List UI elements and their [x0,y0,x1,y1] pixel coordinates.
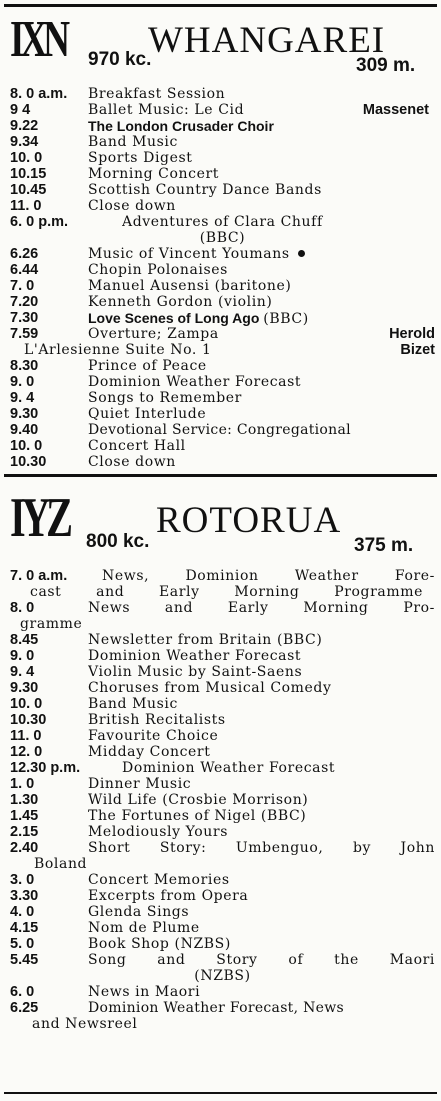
listing-row [10,326,435,342]
listing-row [10,102,435,118]
listing-programme: Songs to Remember [88,390,242,406]
listing-row [10,696,435,712]
listing-row [10,294,435,310]
listing-time: 9.30 [10,680,39,696]
listing-time: 3. 0 [10,872,35,888]
listing-time: 10.30 [10,454,47,470]
listing-row [10,568,435,584]
listing-programme: Sports Digest [88,150,193,166]
listing-programme: Morning Concert [88,166,219,182]
listing-time: 11. 0 [10,198,42,214]
listing-time: 7. 0 a.m. [10,568,68,584]
listing-row [10,1000,435,1016]
listing-row [10,904,435,920]
listing-continuation-text: cast and Early Morning Programme [30,584,423,600]
listing-row [10,438,435,454]
listing-row [10,390,435,406]
listing-row [10,936,435,952]
listing-programme: Dominion Weather Forecast, News [88,1000,345,1016]
listing-time: 6. 0 p.m. [10,214,69,230]
listing-row [10,952,435,968]
listing-row [10,728,435,744]
listing-row [10,632,435,648]
listing-programme: Excerpts from Opera [88,888,249,904]
listing-time: 1.45 [10,808,39,824]
listing-row [10,776,435,792]
listing-programme: Short Story: Umbenguo, by John [88,840,435,856]
listing-programme: Melodiously Yours [88,824,228,840]
listing-row [10,182,435,198]
listing-time: 12. 0 [10,744,43,760]
listing-time: 4. 0 [10,904,35,920]
listing-programme: Close down [88,454,176,470]
listing-row [10,406,435,422]
listing-row [10,920,435,936]
listing-programme: Adventures of Clara Chuff [122,214,323,230]
listing-continuation [10,230,435,246]
listing-row [10,872,435,888]
listing-row [10,246,435,262]
listing-time: 9.40 [10,422,39,438]
listing-row [10,214,435,230]
listing-programme: Concert Memories [88,872,230,888]
listing-continuation-text: gramme [20,616,83,632]
listing-time: 2.15 [10,824,39,840]
listing-row [10,984,435,1000]
listing-programme-suffix: (BBC) [263,311,309,327]
listing-programme: Dinner Music [88,776,192,792]
listing-programme: British Recitalists [88,712,226,728]
listing-time-value: 12.30 [10,760,47,776]
listing-time: 9. 4 [10,664,35,680]
listing-programme: Favourite Choice [88,728,219,744]
listing-time: 5. 0 [10,936,35,952]
listing-time: 9. 0 [10,374,35,390]
listing-programme: Close down [88,198,176,214]
station-wavelength: 309 m. [356,55,416,76]
listing-row [10,808,435,824]
station-header-rotorua [10,487,433,566]
listing-time: 6.26 [10,246,39,262]
listing-programme: Band Music [88,696,178,712]
listing-programme: Dominion Weather Forecast [88,648,302,664]
top-rule [4,4,437,7]
listing-row [10,744,435,760]
listing-row [10,792,435,808]
listing-programme: Song and Story of the Maori [88,952,435,968]
station-header-whangarei [10,11,433,84]
listing-programme: News in Maori [88,984,201,1000]
listing-continuation-text: and Newsreel [32,1016,138,1032]
listing-time: 6.44 [10,262,39,278]
listing-continuation [10,342,435,358]
station-frequency: 800 kc. [86,531,150,552]
station-name: WHANGAREI [148,20,386,61]
station-call-sign: IYZ [10,487,69,549]
listing-programme: Choruses from Musical Comedy [88,680,332,696]
section-rule [4,474,437,477]
listing-continuation [10,968,435,984]
listing-programme: News, Dominion Weather Fore- [102,568,435,584]
listing-time: 9.34 [10,134,39,150]
listing-row [10,840,435,856]
listing-continuation [10,616,435,632]
listing-programme: Violin Music by Saint-Saens [88,664,303,680]
listing-time: 4.15 [10,920,39,936]
listing-programme: Quiet Interlude [88,406,207,422]
listing-row [10,118,435,134]
listing-time: 10.45 [10,182,47,198]
listing-row [10,86,435,102]
listing-row [10,262,435,278]
listing-row [10,150,435,166]
listing-continuation-text: L'Arlesienne Suite No. 1 [24,342,212,358]
listing-programme: Prince of Peace [88,358,207,374]
listing-time: 8.30 [10,358,39,374]
listing-programme-title: Love Scenes of Long Ago [88,310,260,326]
ink-dot [298,250,305,257]
listing-continuation-text: (BBC) [199,230,246,246]
listing-time: 10.15 [10,166,47,182]
listing-row [10,712,435,728]
listing-row [10,198,435,214]
listing-programme: News and Early Morning Pro- [88,600,435,616]
listing-row [10,358,435,374]
listing-programme: Overture; Zampa [88,326,219,342]
listing-continuation [10,584,435,600]
listing-programme: Music of Vincent Youmans [88,246,290,262]
listing-time: 10. 0 [10,150,43,166]
listing-programme: Glenda Sings [88,904,190,920]
listing-time: 8.45 [10,632,39,648]
listing-programme: Band Music [88,134,178,150]
listing-row [10,600,435,616]
listing-programme: Chopin Polonaises [88,262,228,278]
listing-programme: Kenneth Gordon (violin) [88,294,273,310]
station-name: ROTORUA [156,500,342,541]
listing-row [10,278,435,294]
listing-time-period: p.m. [50,760,81,776]
listing-time: 8. 0 a.m. [10,86,68,102]
listing-time: 10. 0 [10,696,43,712]
listing-time: 2.40 [10,840,39,856]
listing-row [10,824,435,840]
listing-time: 10.30 [10,712,47,728]
listing-programme: Scottish Country Dance Bands [88,182,322,198]
listing-row [10,648,435,664]
listing-time: 1.30 [10,792,39,808]
listing-time: 10. 0 [10,438,43,454]
listing-programme: Ballet Music: Le Cid [88,102,245,118]
listing-row [10,422,435,438]
listing-time: 5.45 [10,952,39,968]
listing-programme: The Fortunes of Nigel (BBC) [88,808,307,824]
listing-row [10,454,435,470]
listing-time: 9.22 [10,118,39,134]
listing-programme: Newsletter from Britain (BBC) [88,632,323,648]
listing-programme: The London Crusader Choir [88,118,274,134]
listing-programme: Wild Life (Crosbie Morrison) [88,792,309,808]
listing-composer: Massenet [362,102,429,118]
listing-programme: Dominion Weather Forecast [122,760,336,776]
listing-row [10,888,435,904]
listing-time: 7.59 [10,326,39,342]
listing-time: 7.30 [10,310,39,326]
listing-time [10,760,80,776]
station-frequency: 970 kc. [88,49,152,70]
listing-time: 3.30 [10,888,39,904]
listing-programme [88,310,435,327]
listing-programme: Devotional Service: Congregational [88,422,351,438]
listing-continuation [10,856,435,872]
listing-programme: Concert Hall [88,438,186,454]
listing-programme: Nom de Plume [88,920,200,936]
listing-time: 6. 0 [10,984,35,1000]
listing-row [10,664,435,680]
listing-row [10,134,435,150]
listing-programme: Dominion Weather Forecast [88,374,302,390]
listing-continuation [10,1016,435,1032]
bottom-rule [4,1092,437,1094]
listing-composer: Herold [389,326,435,342]
listing-composer: Bizet [400,342,435,358]
listing-time: 9. 0 [10,648,35,664]
listing-time: 9. 4 [10,390,35,406]
listing-time: 9.30 [10,406,39,422]
listing-row [10,680,435,696]
listing-continuation-text: Boland [34,856,88,872]
listing-programme: Book Shop (NZBS) [88,936,231,952]
listing-time: 8. 0 [10,600,35,616]
listing-row [10,310,435,326]
listing-row [10,374,435,390]
listing-programme: Midday Concert [88,744,211,760]
listing-time: 7. 0 [10,278,35,294]
station-call-sign: IXN [10,11,66,68]
listing-row [10,760,435,776]
station-wavelength: 375 m. [354,535,414,556]
listing-time: 9 4 [10,102,31,118]
listing-time: 6.25 [10,1000,39,1016]
listing-programme: Breakfast Session [88,86,226,102]
listing-time: 11. 0 [10,728,42,744]
listing-time: 7.20 [10,294,39,310]
listing-row [10,166,435,182]
listing-programme: Manuel Ausensi (baritone) [88,278,292,294]
listing-continuation-text: (NZBS) [194,968,251,984]
listing-time: 1. 0 [10,776,35,792]
